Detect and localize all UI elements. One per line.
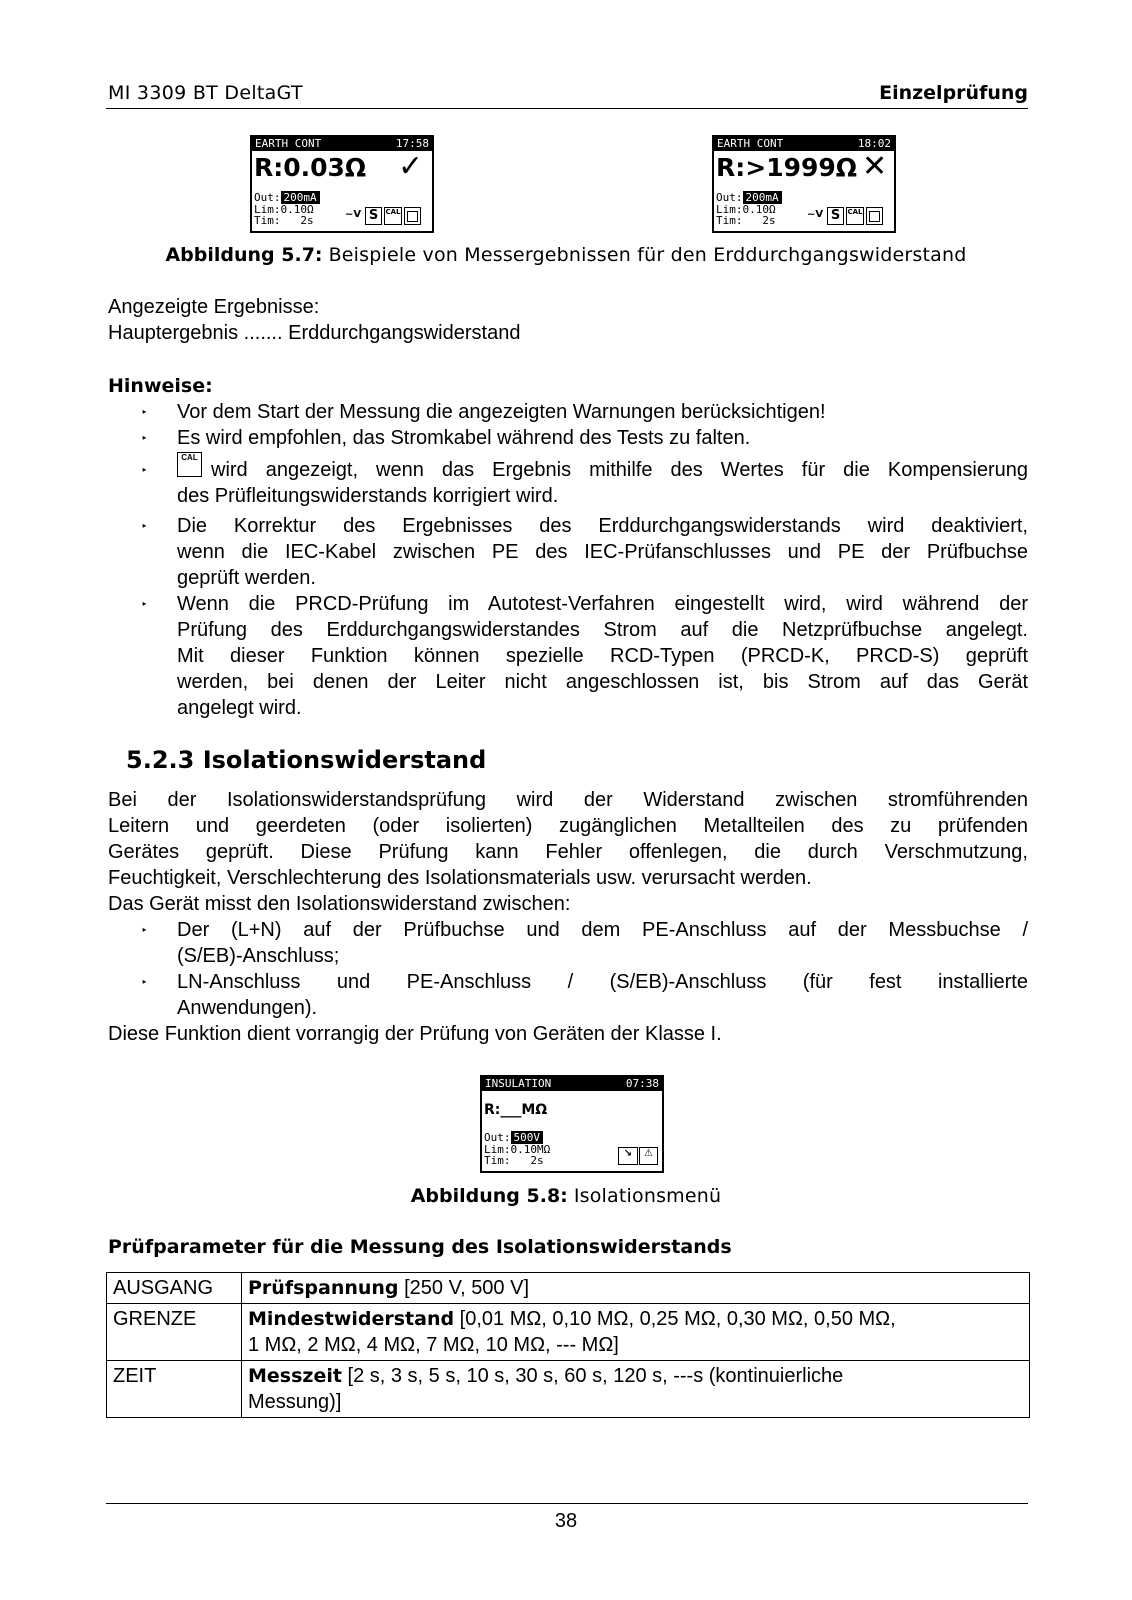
lcd-screen-insulation (480, 1075, 664, 1173)
lcd-title: EARTH CONT (255, 137, 322, 150)
s-icon: S (365, 207, 382, 225)
note-3-line-2: des Prüfleitungswiderstands korrigiert wird. (177, 485, 559, 507)
table-row (107, 1304, 1030, 1361)
lcd-limit: Lim:0.10Ω (254, 203, 314, 216)
between-item-1-line-1: Der (L+N) auf der Prüfbuchse und dem PE-Anschluss auf der Messbuchse / (177, 919, 1028, 941)
note-4-line-3: geprüft werden. (177, 567, 316, 589)
lcd-time: 18:02 (857, 137, 891, 150)
bullet-icon: ‣ (141, 599, 148, 611)
between-item-2-line-2: Anwendungen). (177, 997, 318, 1019)
table-row (107, 1273, 1030, 1304)
lcd-out-label: Out: (254, 191, 281, 204)
param-values: [250 V, 500 V] (398, 1277, 530, 1299)
param-values-cont: 1 MΩ, 2 MΩ, 4 MΩ, 7 MΩ, 10 MΩ, --- MΩ] (248, 1334, 619, 1356)
cal-icon: CAL (846, 207, 864, 225)
lcd-time-setting: Tim: 2s (484, 1154, 544, 1167)
param-description (242, 1273, 1030, 1304)
lcd-time-setting: Tim: 2s (716, 214, 776, 227)
note-5-line-3: Mit dieser Funktion können spezielle RCD-Typen (PRCD-K, PRCD-S) geprüft (177, 645, 1028, 667)
bullet-icon: ‣ (141, 465, 148, 477)
param-values: [2 s, 3 s, 5 s, 10 s, 30 s, 60 s, 120 s, ---s (kontinuierliche (341, 1365, 844, 1387)
intro-line-4: Feuchtigkeit, Verschlechterung des Isolationsmaterials usw. verursacht werden. (108, 867, 812, 889)
lcd-out-label: Out: (484, 1131, 511, 1144)
voltage-icon: ~V (806, 209, 824, 220)
voltage-icon: ~V (344, 209, 362, 220)
lcd-time: 07:38 (625, 1077, 659, 1090)
fail-cross-icon: ✕ (862, 149, 888, 184)
lcd-title: INSULATION (485, 1077, 552, 1090)
lcd-out-value: 200mA (281, 191, 320, 204)
note-5-line-1: Wenn die PRCD-Prüfung im Autotest-Verfahren eingestellt wird, wird während der (177, 593, 1028, 615)
intro-line-2: Leitern und geerdeten (oder isolierten) zugänglichen Metallteilen des zu prüfenden (108, 815, 1028, 837)
lcd-time-setting: Tim: 2s (254, 214, 314, 227)
header-rule (106, 108, 1028, 109)
cal-icon: CAL (384, 207, 402, 225)
results-main: Hauptergebnis ....... Erddurchgangswiderstand (108, 322, 521, 344)
results-label: Angezeigte Ergebnisse: (108, 296, 320, 318)
between-item-1-line-2: (S/EB)-Anschluss; (177, 945, 340, 967)
figure-caption-5-7 (0, 244, 1132, 266)
lcd-screen-earth-pass (250, 135, 434, 233)
bullet-icon: ‣ (141, 433, 148, 445)
note-4-line-2: wenn die IEC-Kabel zwischen PE des IEC-Prüfanschlusses und PE der Prüfbuchse (177, 541, 1028, 563)
param-name: GRENZE (107, 1304, 242, 1361)
figure-label: Abbildung 5.7: (165, 244, 323, 266)
warning-icon: ⚠ (639, 1147, 658, 1165)
params-table (106, 1272, 1030, 1418)
lcd-out-value: 500V (511, 1131, 544, 1144)
cal-icon: CAL (177, 452, 202, 477)
figure-caption-5-8 (0, 1185, 1132, 1207)
save-disk-icon (866, 207, 883, 225)
note-1: Vor dem Start der Messung die angezeigten Warnungen berücksichtigen! (177, 401, 826, 423)
param-values-cont: Messung)] (248, 1391, 342, 1413)
lcd-limit: Lim:0.10MΩ (484, 1143, 551, 1156)
bullet-icon: ‣ (141, 977, 148, 989)
s-icon: S (827, 207, 844, 225)
params-heading: Prüfparameter für die Messung des Isolationswiderstands (108, 1236, 732, 1258)
note-3-line-1: wird angezeigt, wenn das Ergebnis mithilfe des Wertes für die Kompensierung (211, 459, 1028, 481)
lcd-screen-earth-fail (712, 135, 896, 233)
between-item-2-line-1: LN-Anschluss und PE-Anschluss / (S/EB)-Anschluss (für fest installierte (177, 971, 1028, 993)
intro-line-3: Gerätes geprüft. Diese Prüfung kann Fehler offenlegen, die durch Verschmutzung, (108, 841, 1028, 863)
note-5-line-5: angelegt wird. (177, 697, 302, 719)
bullet-icon: ‣ (141, 407, 148, 419)
lcd-out-value: 200mA (743, 191, 782, 204)
notes-heading: Hinweise: (108, 375, 213, 397)
param-name: ZEIT (107, 1361, 242, 1418)
bullet-icon: ‣ (141, 521, 148, 533)
lcd-limit: Lim:0.10Ω (716, 203, 776, 216)
measures-between: Das Gerät misst den Isolationswiderstand zwischen: (108, 893, 571, 915)
lcd-result: R:0.03Ω (254, 153, 367, 182)
note-5-line-4: werden, bei denen der Leiter nicht angeschlossen ist, bis Strom auf das Gerät (177, 671, 1028, 693)
table-row (107, 1361, 1030, 1418)
figure-label: Abbildung 5.8: (410, 1185, 568, 1207)
probe-icon: ↘ (618, 1147, 638, 1165)
section-heading: 5.2.3 Isolationswiderstand (126, 746, 487, 774)
param-name: AUSGANG (107, 1273, 242, 1304)
page-number: 38 (554, 1510, 578, 1532)
lcd-title: EARTH CONT (717, 137, 784, 150)
param-title: Prüfspannung (248, 1277, 399, 1299)
pass-check-icon: ✓ (398, 149, 424, 184)
figure-text: Beispiele von Messergebnissen für den Erddurchgangswiderstand (328, 244, 967, 266)
lcd-result: R:>1999Ω (716, 153, 858, 182)
note-5-line-2: Prüfung des Erddurchgangswiderstandes Strom auf die Netzprüfbuchse angelegt. (177, 619, 1028, 641)
param-title: Mindestwiderstand (248, 1308, 455, 1330)
figure-text: Isolationsmenü (573, 1185, 722, 1207)
param-title: Messzeit (248, 1365, 342, 1387)
intro-line-1: Bei der Isolationswiderstandsprüfung wird der Widerstand zwischen stromführenden (108, 789, 1028, 811)
save-disk-icon (404, 207, 421, 225)
footer-rule (106, 1503, 1028, 1504)
param-description (242, 1304, 1030, 1361)
note-4-line-1: Die Korrektur des Ergebnisses des Erddurchgangswiderstands wird deaktiviert, (177, 515, 1028, 537)
class-note: Diese Funktion dient vorrangig der Prüfung von Geräten der Klasse I. (108, 1023, 722, 1045)
lcd-result: R:___MΩ (484, 1102, 548, 1118)
header-chapter: Einzelprüfung (879, 82, 1028, 104)
param-values: [0,01 MΩ, 0,10 MΩ, 0,25 MΩ, 0,30 MΩ, 0,50 MΩ, (454, 1308, 896, 1330)
lcd-time: 17:58 (395, 137, 429, 150)
bullet-icon: ‣ (141, 925, 148, 937)
header-doc-title: MI 3309 BT DeltaGT (108, 82, 303, 104)
note-2: Es wird empfohlen, das Stromkabel während des Tests zu falten. (177, 427, 751, 449)
param-description (242, 1361, 1030, 1418)
lcd-out-label: Out: (716, 191, 743, 204)
